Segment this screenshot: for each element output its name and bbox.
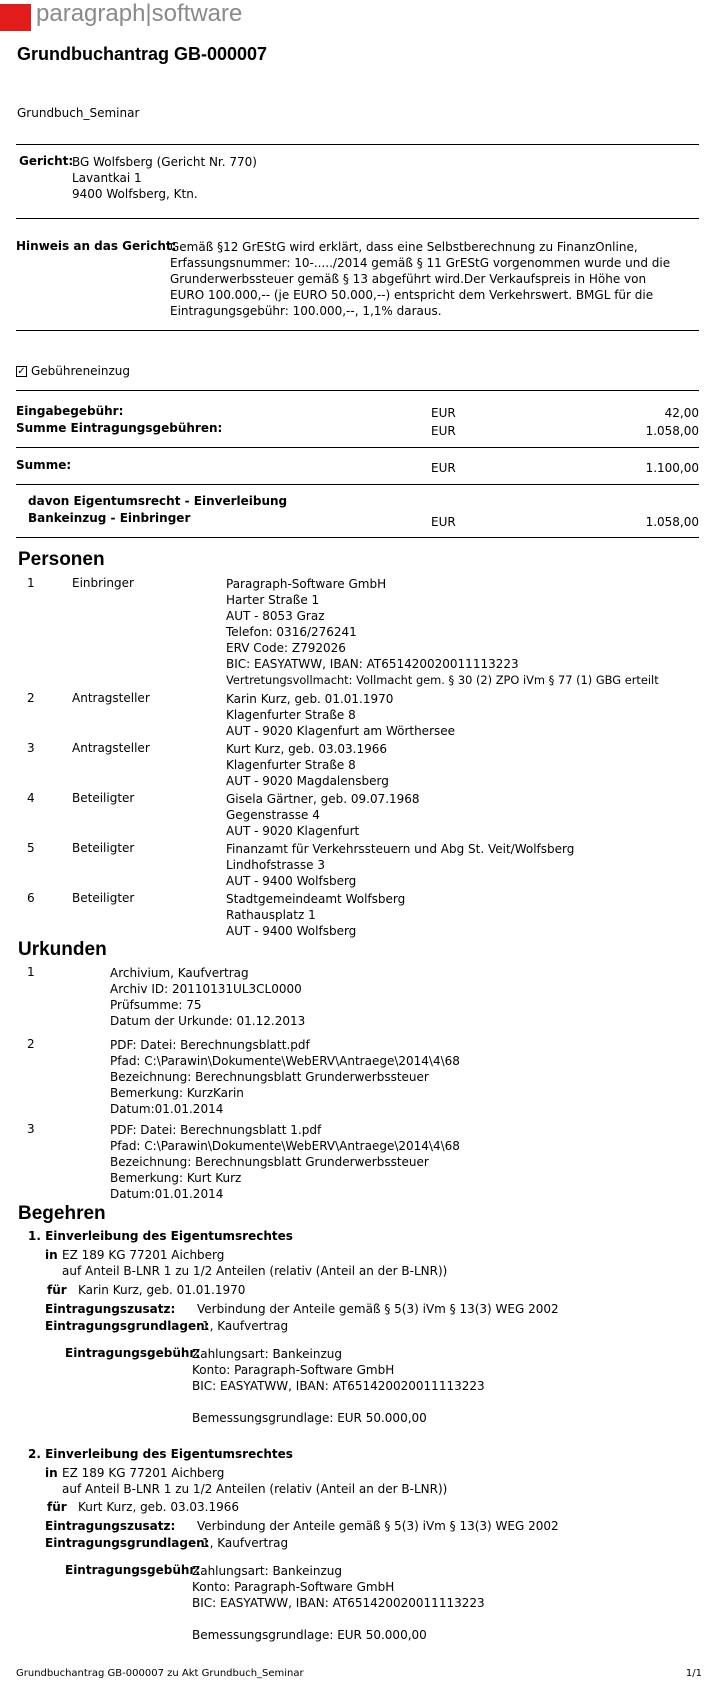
begehren-in-label: in [45,1248,58,1262]
begehren-fuer-label: für [47,1283,67,1297]
person-line: AUT - 8053 Graz [226,609,325,623]
person-line: AUT - 9020 Klagenfurt [226,824,360,838]
urkunde-nr: 1 [27,965,35,979]
person-nr: 5 [27,841,35,855]
begehren-heading: Begehren [18,1203,106,1224]
person-role: Beteiligter [72,891,135,905]
person-nr: 4 [27,791,35,805]
urkunde-line: Bemerkung: KurzKarin [110,1086,244,1100]
urkunde-details [110,965,305,1029]
person-line: Stadtgemeindeamt Wolfsberg [226,892,406,906]
begehren-in-value: EZ 189 KG 77201 Aichberg [62,1466,225,1480]
urkunde-line: Pfad: C:\Parawin\Dokumente\WebERV\Antraege\2014\4\68 [110,1139,460,1153]
person-role: Beteiligter [72,791,135,805]
eingabegebuehr-amount: 42,00 [664,406,699,420]
urkunden-heading: Urkunden [18,939,107,960]
person-role: Antragsteller [72,741,150,755]
begehren-in-label: in [45,1466,58,1480]
eintragungszusatz-value: Verbindung der Anteile gemäß § 5(3) iVm § 13(3) WEG 2002 [197,1519,559,1533]
person-line: Paragraph-Software GmbH [226,577,387,591]
eintragungsgebuehr-details [192,1346,485,1394]
person-line: AUT - 9400 Wolfsberg [226,874,357,888]
gebuehr-line: BIC: EASYATWW, IBAN: AT651420020011113223 [192,1596,485,1610]
person-line: Vertretungsvollmacht: Vollmacht gem. § 30 (2) ZPO iVm § 77 (1) GBG erteilt [226,673,659,687]
urkunde-line: PDF: Datei: Berechnungsblatt 1.pdf [110,1123,322,1137]
logo-mark [0,4,31,31]
person-details [226,791,420,839]
summe-amount: 1.100,00 [645,461,699,475]
hinweis-line: EURO 100.000,-- (je EURO 50.000,--) entspricht dem Verkehrswert. BMGL für die [170,288,654,302]
urkunde-line: Archiv ID: 20110131UL3CL0000 [110,982,302,996]
person-role: Beteiligter [72,841,135,855]
divider [16,330,699,331]
urkunde-line: Bezeichnung: Berechnungsblatt Grunderwerbssteuer [110,1155,429,1169]
eintragungsgebuehr-label: Eintragungsgebühr: [65,1563,201,1577]
person-nr: 6 [27,891,35,905]
urkunde-line: Bemerkung: Kurt Kurz [110,1171,242,1185]
page-title: Grundbuchantrag GB-000007 [17,44,268,64]
eintragungszusatz-label: Eintragungszusatz: [45,1519,176,1533]
summe-currency: EUR [431,461,456,475]
urkunde-line: Datum:01.01.2014 [110,1187,224,1201]
person-details [226,691,455,739]
eintragungsgebuehr-label: Eintragungsgebühr: [65,1346,201,1360]
gericht-line: Lavantkai 1 [72,171,142,185]
gebuehr-line: Konto: Paragraph-Software GmbH [192,1580,395,1594]
begehren-anteil: auf Anteil B-LNR 1 zu 1/2 Anteilen (relativ (Anteil an der B-LNR)) [62,1264,448,1278]
person-nr: 1 [27,576,35,590]
urkunde-nr: 2 [27,1037,35,1051]
person-line: Karin Kurz, geb. 01.01.1970 [226,692,394,706]
eintragungsgebuehr-details [192,1563,485,1611]
begehren-in-value: EZ 189 KG 77201 Aichberg [62,1248,225,1262]
person-line: Finanzamt für Verkehrssteuern und Abg St. Veit/Wolfsberg [226,842,575,856]
begehren-fuer-value: Kurt Kurz, geb. 03.03.1966 [78,1500,240,1514]
person-line: Harter Straße 1 [226,593,320,607]
davon-amount: 1.058,00 [645,515,699,529]
eintragungsgrundlagen-value: 1, Kaufvertrag [202,1536,289,1550]
person-line: Lindhofstrasse 3 [226,858,325,872]
logo: paragraph|software [36,0,243,27]
davon-line2: Bankeinzug - Einbringer [28,511,191,525]
personen-heading: Personen [18,549,105,570]
begehren-title: 1. Einverleibung des Eigentumsrechtes [28,1229,293,1243]
begehren-fuer-label: für [47,1500,67,1514]
eintragungszusatz-label: Eintragungszusatz: [45,1302,176,1316]
gericht-line: BG Wolfsberg (Gericht Nr. 770) [72,155,257,169]
eintragungsgebuehren-currency: EUR [431,424,456,438]
eingabegebuehr-label: Eingabegebühr: [16,404,124,418]
person-line: Gegenstrasse 4 [226,808,320,822]
person-line: AUT - 9020 Klagenfurt am Wörthersee [226,724,456,738]
eintragungsgrundlagen-label: Eintragungsgrundlagen: [45,1536,210,1550]
urkunde-line: Pfad: C:\Parawin\Dokumente\WebERV\Antraege\2014\4\68 [110,1054,460,1068]
gericht-block [72,154,257,202]
divider [16,537,699,538]
eintragungszusatz-value: Verbindung der Anteile gemäß § 5(3) iVm § 13(3) WEG 2002 [197,1302,559,1316]
divider [16,144,699,145]
hinweis-text [170,239,670,319]
hinweis-line: Eintragungsgebühr: 100.000,--, 1,1% daraus. [170,304,442,318]
eintragungsgrundlagen-label: Eintragungsgrundlagen: [45,1319,210,1333]
gericht-line: 9400 Wolfsberg, Ktn. [72,187,198,201]
eintragungsgebuehren-label: Summe Eintragungsgebühren: [16,421,223,435]
divider [16,484,699,485]
person-line: Gisela Gärtner, geb. 09.07.1968 [226,792,420,806]
person-details [226,576,659,688]
gebuehr-line: Zahlungsart: Bankeinzug [192,1564,342,1578]
gebuehr-line: BIC: EASYATWW, IBAN: AT651420020011113223 [192,1379,485,1393]
hinweis-line: Grunderwerbssteuer gemäß § 13 abgeführt wird.Der Verkaufspreis in Höhe von [170,272,647,286]
urkunde-details [110,1122,460,1202]
person-nr: 3 [27,741,35,755]
divider [16,390,699,391]
person-role: Antragsteller [72,691,150,705]
urkunde-line: Prüfsumme: 75 [110,998,202,1012]
gebuehr-line: Zahlungsart: Bankeinzug [192,1347,342,1361]
person-line: BIC: EASYATWW, IBAN: AT651420020011113223 [226,657,519,671]
akt-name: Grundbuch_Seminar [17,106,140,120]
divider [16,218,699,219]
begehren-fuer-value: Karin Kurz, geb. 01.01.1970 [78,1283,246,1297]
person-line: Kurt Kurz, geb. 03.03.1966 [226,742,388,756]
eintragungsgebuehren-amount: 1.058,00 [645,424,699,438]
urkunde-line: Datum der Urkunde: 01.12.2013 [110,1014,306,1028]
person-nr: 2 [27,691,35,705]
eingabegebuehr-currency: EUR [431,406,456,420]
urkunde-line: Archivium, Kaufvertrag [110,966,249,980]
page-number: 1/1 [685,1668,702,1679]
urkunde-line: Datum:01.01.2014 [110,1102,224,1116]
begehren-anteil: auf Anteil B-LNR 1 zu 1/2 Anteilen (relativ (Anteil an der B-LNR)) [62,1482,448,1496]
urkunde-line: Bezeichnung: Berechnungsblatt Grunderwerbssteuer [110,1070,429,1084]
urkunde-details [110,1037,460,1117]
bemessungsgrundlage: Bemessungsgrundlage: EUR 50.000,00 [192,1628,427,1642]
person-details [226,741,389,789]
person-details [226,841,574,889]
gericht-label: Gericht: [19,154,74,168]
person-line: Rathausplatz 1 [226,908,316,922]
gebuehr-line: Konto: Paragraph-Software GmbH [192,1363,395,1377]
divider [16,447,699,448]
person-line: AUT - 9400 Wolfsberg [226,924,357,938]
hinweis-label: Hinweis an das Gericht: [16,239,177,253]
gebuehreneinzug-checkbox[interactable]: ✓ [17,366,26,377]
davon-currency: EUR [431,515,456,529]
person-line: ERV Code: Z792026 [226,641,346,655]
person-role: Einbringer [72,576,134,590]
hinweis-line: Gemäß §12 GrEStG wird erklärt, dass eine Selbstberechnung zu FinanzOnline, [170,240,638,254]
bemessungsgrundlage: Bemessungsgrundlage: EUR 50.000,00 [192,1411,427,1425]
hinweis-line: Erfassungsnummer: 10-...../2014 gemäß § 11 GrEStG vorgenommen wurde und die [170,256,671,270]
davon-line1: davon Eigentumsrecht - Einverleibung [28,494,288,508]
person-details [226,891,405,939]
urkunde-line: PDF: Datei: Berechnungsblatt.pdf [110,1038,310,1052]
person-line: Telefon: 0316/276241 [226,625,357,639]
begehren-title: 2. Einverleibung des Eigentumsrechtes [28,1447,293,1461]
person-line: Klagenfurter Straße 8 [226,758,356,772]
urkunde-nr: 3 [27,1122,35,1136]
footer-text: Grundbuchantrag GB-000007 zu Akt Grundbuch_Seminar [16,1668,304,1679]
eintragungsgrundlagen-value: 1, Kaufvertrag [202,1319,289,1333]
person-line: AUT - 9020 Magdalensberg [226,774,389,788]
gebuehreneinzug-label: Gebühreneinzug [31,364,131,378]
summe-label: Summe: [16,458,72,472]
person-line: Klagenfurter Straße 8 [226,708,356,722]
